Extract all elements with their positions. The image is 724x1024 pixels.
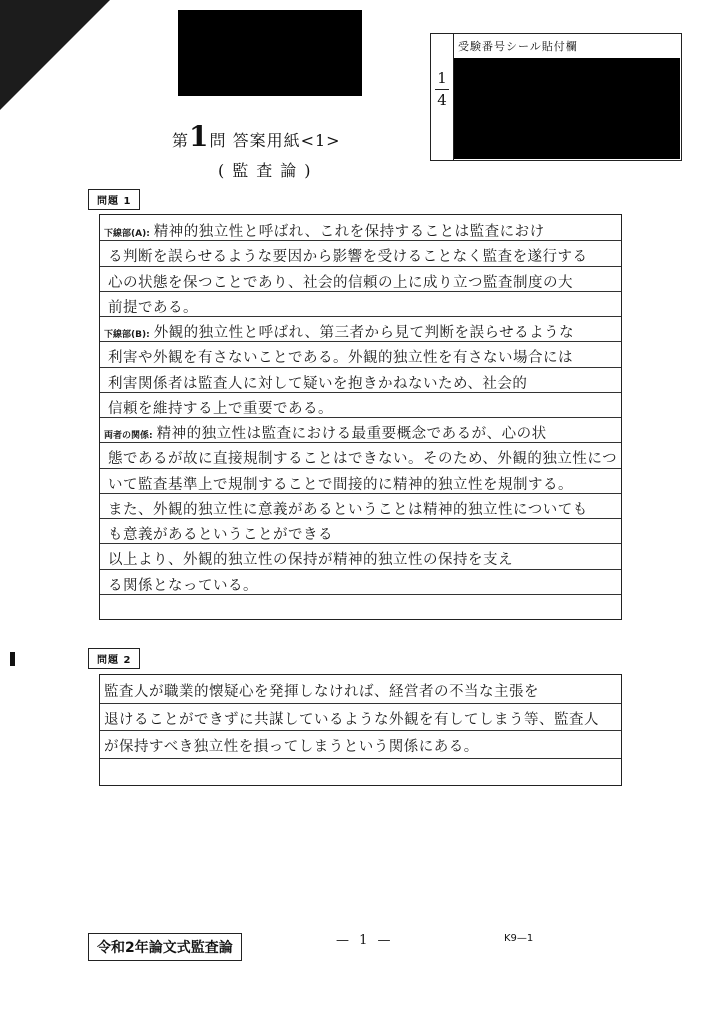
handwritten-text: 心の状態を保つことであり、社会的信頼の上に成り立つ監査制度の大 (108, 274, 573, 291)
handwritten-text: 精神的独立性は監査における最重要概念であるが、心の状 (156, 426, 547, 442)
ruled-line (100, 442, 621, 443)
question1-label: 問題 1 (88, 189, 140, 210)
title-suffix: 問 答案用紙<1> (209, 131, 341, 150)
handwritten-text: 信頼を維持する上で重要である。 (108, 400, 333, 417)
handwritten-text: も意義があるということができる (108, 527, 333, 543)
answer-line (104, 735, 617, 756)
ruled-line (100, 240, 621, 241)
handwritten-text: 以上より、外観的独立性の保持が精神的独立性の保持を支え (108, 552, 513, 569)
answer-line (104, 296, 617, 317)
page-subtitle: (監査論) (218, 161, 319, 180)
answer-line (104, 321, 617, 342)
seal-label: 受験番号シール貼付欄 (458, 40, 578, 53)
answer-line (104, 271, 617, 292)
handwritten-text: 監査人が職業的懐疑心を発揮しなければ、経営者の不当な主張を (104, 684, 539, 700)
ruled-line (100, 367, 621, 368)
handwritten-text: が保持すべき独立性を損ってしまうという関係にある。 (104, 739, 479, 755)
handwritten-text: 利害や外観を有さないことである。外観的独立性を有さない場合には (108, 350, 573, 367)
page-number: — 1 — (336, 933, 394, 948)
corner-triangle-mark (0, 0, 110, 110)
answer-line (104, 447, 617, 468)
answer-line (104, 372, 617, 393)
ruled-line (100, 518, 621, 519)
ruled-line (100, 392, 621, 393)
handwritten-text: 利害関係者は監査人に対して疑いを抱きかねないため、社会的 (108, 375, 528, 392)
ruled-line (100, 594, 621, 595)
question2-answer-box (99, 674, 622, 786)
answer-line (104, 498, 617, 519)
ruled-line (100, 468, 621, 469)
ruled-line (100, 266, 621, 267)
answer-line (104, 548, 617, 569)
title-prefix: 第 (172, 131, 190, 150)
handwritten-text: いて監査基準上で規制することで間接的に精神的独立性を規制する。 (108, 476, 573, 493)
ruled-line (100, 569, 621, 570)
answer-line (104, 708, 617, 729)
handwritten-text: また、外観的独立性に意義があるということは精神的独立性についても (108, 501, 588, 518)
redacted-seal-area (454, 58, 680, 159)
handwritten-text: 前提である。 (108, 299, 198, 316)
fraction-bar (435, 89, 449, 90)
ruled-line (100, 493, 621, 494)
ruled-line (100, 703, 621, 704)
page-fraction (433, 70, 451, 108)
answer-line (104, 346, 617, 367)
section-label: 両者の関係: (104, 431, 153, 441)
ruled-line (100, 758, 621, 759)
answer-line (104, 397, 617, 418)
answer-line (104, 599, 617, 615)
handwritten-text: 外観的独立性と呼ばれ、第三者から見て判断を誤らせるような (153, 325, 575, 341)
handwritten-text: 精神的独立性と呼ばれ、これを保持することは監査におけ (153, 224, 545, 240)
ruled-line (100, 316, 621, 317)
section-label: 下線部(A): (104, 229, 150, 239)
side-margin-mark (10, 652, 15, 666)
ruled-line (100, 291, 621, 292)
question1-answer-box (99, 214, 622, 620)
ruled-line (100, 543, 621, 544)
section-label: 下線部(B): (104, 330, 150, 340)
answer-line (104, 680, 617, 701)
page-code: K9—1 (504, 933, 534, 944)
question2-label: 問題 2 (88, 648, 140, 669)
handwritten-text: 退けることができずに共謀しているような外観を有してしまう等、監査人 (104, 711, 599, 728)
handwritten-text: る関係となっている。 (108, 577, 258, 594)
answer-line (104, 220, 617, 241)
ruled-line (100, 341, 621, 342)
page-title (172, 120, 341, 153)
ruled-line (100, 730, 621, 731)
title-number: 1 (189, 120, 210, 153)
handwritten-text: る判断を誤らせるような要因から影響を受けることなく監査を遂行する (108, 249, 588, 266)
answer-line (104, 245, 617, 266)
exam-title: 令和2年論文式監査論 (88, 933, 242, 961)
answer-line (104, 422, 617, 443)
answer-line (104, 574, 617, 595)
page-fraction-denominator: 4 (437, 90, 447, 109)
answer-line (104, 473, 617, 494)
ruled-line (100, 417, 621, 418)
page-fraction-numerator: 1 (437, 69, 447, 87)
answer-line (104, 523, 617, 544)
redacted-name-area (178, 10, 362, 96)
handwritten-text: 態であるが故に直接規制することはできない。そのため、外観的独立性につ (108, 451, 617, 468)
